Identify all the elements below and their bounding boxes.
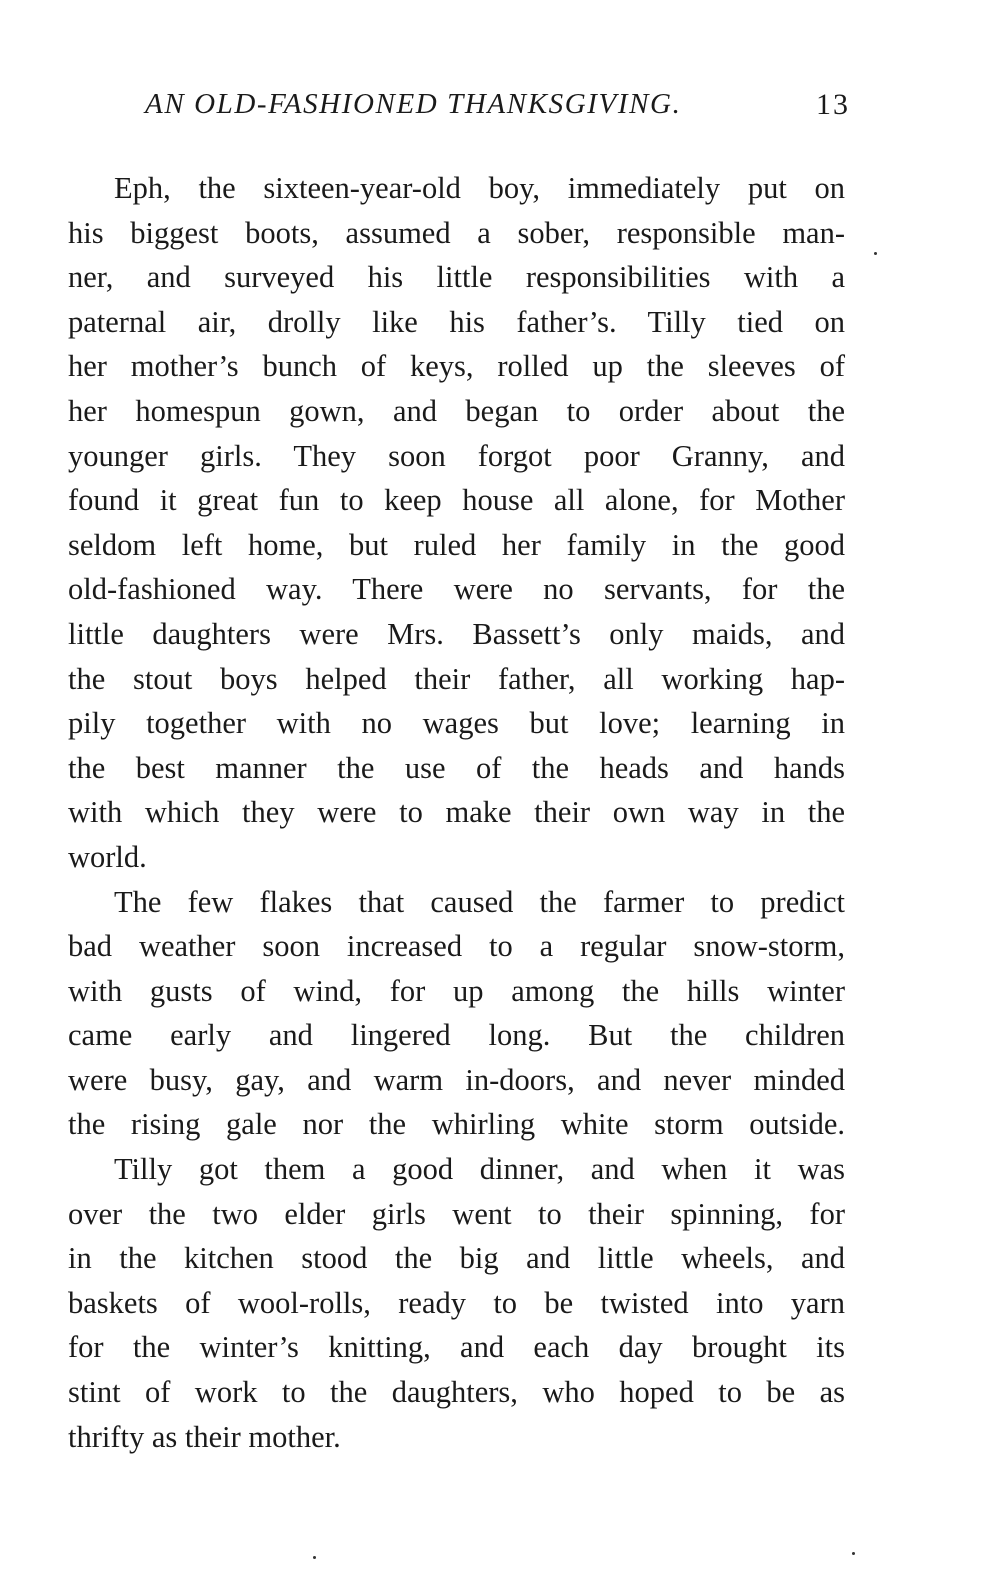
text-line: paternal air, drolly like his father’s. Tilly tied on: [68, 304, 845, 339]
text-line: with gusts of wind, for up among the hills winter: [68, 973, 845, 1008]
text-line: her mother’s bunch of keys, rolled up the sleeves of: [68, 349, 845, 384]
text-line: his biggest boots, assumed a sober, responsible man-: [68, 215, 845, 250]
text-line: the stout boys helped their father, all working hap-: [68, 661, 845, 696]
running-title: AN OLD-FASHIONED THANKSGIVING.: [145, 88, 682, 120]
text-line: old-fashioned way. There were no servants, for the: [68, 572, 845, 607]
text-line: The few flakes that caused the farmer to predict: [114, 884, 845, 919]
text-line: bad weather soon increased to a regular snow-storm,: [68, 929, 845, 964]
paragraph: [68, 1147, 845, 1459]
text-line: Eph, the sixteen-year-old boy, immediately put on: [114, 171, 845, 205]
text-line: her homespun gown, and began to order about the: [68, 393, 845, 428]
running-header: [145, 88, 850, 128]
text-line: little daughters were Mrs. Bassett’s only maids, and: [68, 616, 845, 651]
text-line: for the winter’s knitting, and each day brought its: [68, 1330, 845, 1365]
body-text: [68, 166, 845, 1459]
text-line: were busy, gay, and warm in-doors, and never minded: [68, 1062, 845, 1097]
text-line: younger girls. They soon forgot poor Granny, and: [68, 438, 845, 473]
text-line: over the two elder girls went to their spinning, for: [68, 1196, 845, 1231]
page-number: 13: [816, 88, 850, 121]
paragraph: [68, 880, 845, 1148]
text-line: in the kitchen stood the big and little wheels, and: [68, 1241, 845, 1276]
text-line: with which they were to make their own way in the: [68, 795, 845, 830]
text-line: ner, and surveyed his little responsibilities with a: [68, 260, 845, 295]
paragraph: [68, 166, 845, 880]
text-line: the best manner the use of the heads and hands: [68, 750, 845, 785]
text-line: seldom left home, but ruled her family in the good: [68, 527, 845, 562]
scan-speck: [313, 1556, 316, 1559]
text-line: stint of work to the daughters, who hoped to be as: [68, 1375, 845, 1410]
text-line: found it great fun to keep house all alone, for Mother: [68, 483, 845, 518]
text-line: world.: [68, 839, 147, 874]
text-line: Tilly got them a good dinner, and when it was: [114, 1152, 845, 1187]
scan-speck: [852, 1552, 855, 1555]
text-line: thrifty as their mother.: [68, 1419, 341, 1454]
scan-speck: [874, 252, 877, 255]
text-line: came early and lingered long. But the children: [68, 1018, 845, 1053]
text-line: pily together with no wages but love; learning in: [68, 706, 845, 741]
text-line: baskets of wool-rolls, ready to be twisted into yarn: [68, 1285, 845, 1320]
text-line: the rising gale nor the whirling white storm outside.: [68, 1107, 845, 1142]
